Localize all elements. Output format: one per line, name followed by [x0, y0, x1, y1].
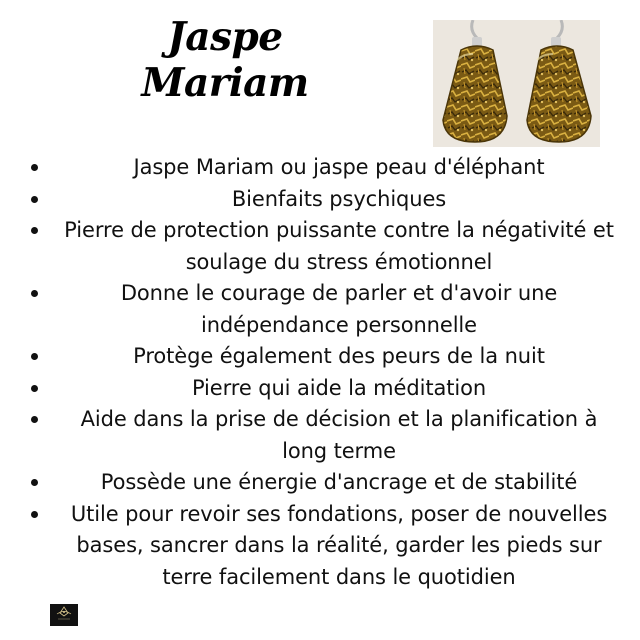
list-item	[28, 341, 620, 373]
bullet-icon	[31, 353, 38, 360]
list-item	[28, 152, 620, 184]
title-line-1: Jaspe	[167, 14, 283, 60]
list-item-text: Pierre de protection puissante contre la négativité et soulage du stress émotionnel	[64, 218, 614, 274]
bullet-icon	[31, 164, 38, 171]
list-item-text: Possède une énergie d'ancrage et de stabilité	[100, 470, 578, 494]
list-item-text: Donne le courage de parler et d'avoir une indépendance personnelle	[120, 281, 558, 337]
list-item	[28, 184, 620, 216]
list-item-text: Jaspe Mariam ou jaspe peau d'éléphant	[133, 155, 545, 179]
bullet-icon	[31, 511, 38, 518]
list-item	[28, 373, 620, 405]
bullet-icon	[31, 196, 38, 203]
benefits-list	[28, 152, 620, 593]
list-item-text: Bienfaits psychiques	[231, 186, 447, 211]
list-item-text: Protège également des peurs de la nuit	[133, 344, 545, 368]
bullet-icon	[31, 479, 38, 486]
jasper-earrings-photo	[433, 20, 600, 147]
page-title	[130, 14, 320, 106]
bullet-icon	[31, 227, 38, 234]
list-item	[28, 215, 620, 278]
bullet-icon	[31, 385, 38, 392]
list-item-text: Pierre qui aide la méditation	[191, 375, 487, 400]
list-item	[28, 467, 620, 499]
list-item	[28, 499, 620, 594]
bullet-icon	[31, 290, 38, 297]
bullet-icon	[31, 416, 38, 423]
list-item-text: Utile pour revoir ses fondations, poser de nouvelles bases, sancrer dans la réalité, garder les pieds sur terre facilement dans le quotidien	[70, 501, 608, 589]
list-item	[28, 278, 620, 341]
list-item-text: Aide dans la prise de décision et la planification à long terme	[80, 407, 598, 463]
title-line-2: Mariam	[141, 60, 309, 106]
list-item	[28, 404, 620, 467]
brand-logo-icon	[50, 604, 78, 626]
